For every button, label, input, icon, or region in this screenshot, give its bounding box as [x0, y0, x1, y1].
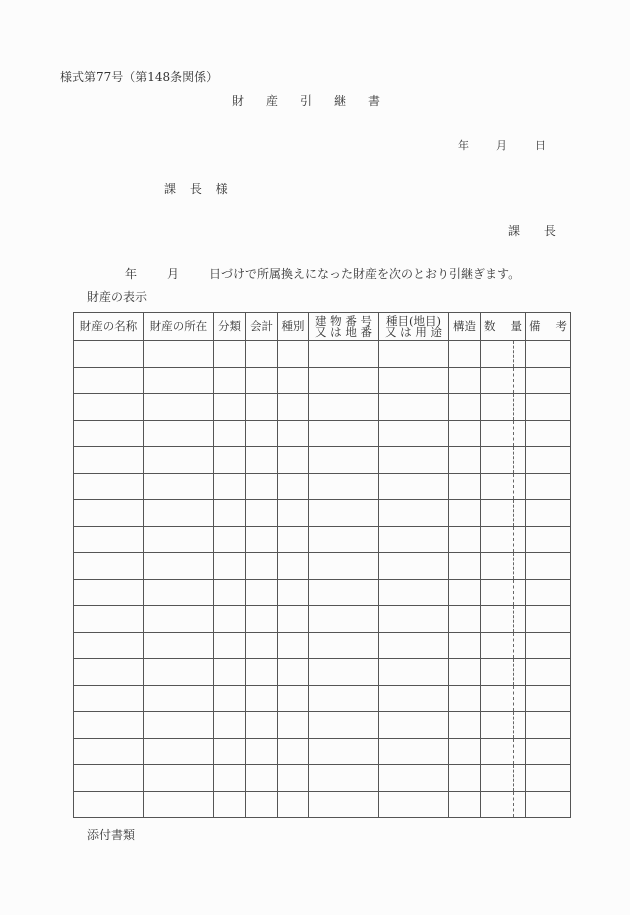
table-cell[interactable] — [214, 367, 246, 394]
col-header-classification: 分類 — [214, 313, 246, 341]
table-row — [74, 420, 571, 447]
table-cell[interactable] — [74, 500, 144, 527]
table-cell[interactable] — [278, 526, 309, 553]
date-day-label: 日 — [535, 139, 546, 152]
table-cell[interactable] — [309, 473, 379, 500]
table-cell[interactable] — [481, 712, 526, 739]
table-cell[interactable] — [246, 367, 278, 394]
date-month-label: 月 — [496, 139, 507, 152]
table-header-row — [74, 313, 571, 341]
table-cell[interactable] — [246, 500, 278, 527]
attachments-label: 添付書類 — [87, 828, 136, 842]
table-cell[interactable] — [526, 632, 571, 659]
table-cell[interactable] — [74, 685, 144, 712]
table-cell[interactable] — [449, 500, 481, 527]
table-cell[interactable] — [481, 367, 526, 394]
date-year-label: 年 — [458, 139, 469, 152]
table-cell[interactable] — [481, 553, 526, 580]
title-char: 引 — [300, 94, 313, 108]
table-cell[interactable] — [214, 712, 246, 739]
table-cell[interactable] — [74, 791, 144, 818]
table-cell[interactable] — [214, 738, 246, 765]
table-cell[interactable] — [278, 447, 309, 474]
table-cell[interactable] — [449, 791, 481, 818]
table-cell[interactable] — [74, 606, 144, 633]
table-row — [74, 659, 571, 686]
form-number: 様式第77号（第148条関係） — [60, 70, 219, 84]
table-cell[interactable] — [74, 473, 144, 500]
table-cell[interactable] — [309, 553, 379, 580]
table-cell[interactable] — [526, 420, 571, 447]
table-cell[interactable] — [214, 632, 246, 659]
table-cell[interactable] — [144, 553, 214, 580]
table-cell[interactable] — [278, 500, 309, 527]
table-cell[interactable] — [309, 659, 379, 686]
table-cell[interactable] — [526, 606, 571, 633]
table-cell[interactable] — [278, 632, 309, 659]
table-cell[interactable] — [74, 526, 144, 553]
table-cell[interactable] — [309, 791, 379, 818]
table-cell[interactable] — [309, 394, 379, 421]
table-cell[interactable] — [379, 420, 449, 447]
table-cell[interactable] — [526, 473, 571, 500]
table-cell[interactable] — [278, 712, 309, 739]
table-cell[interactable] — [526, 367, 571, 394]
table-cell[interactable] — [214, 553, 246, 580]
title-char: 継 — [334, 94, 347, 108]
table-cell[interactable] — [144, 765, 214, 792]
table-cell[interactable] — [74, 712, 144, 739]
table-cell[interactable] — [526, 579, 571, 606]
addressee: 課 長 様 — [164, 182, 233, 196]
table-cell[interactable] — [278, 420, 309, 447]
table-cell[interactable] — [449, 579, 481, 606]
table-cell[interactable] — [214, 473, 246, 500]
table-cell[interactable] — [481, 685, 526, 712]
statement-text: 日づけで所属換えになった財産を次のとおり引継ぎます。 — [209, 267, 521, 281]
col-header-category-use: 種目(地目) 又 は 用 途 — [379, 313, 449, 341]
table-cell[interactable] — [449, 367, 481, 394]
table-cell[interactable] — [246, 712, 278, 739]
table-cell[interactable] — [246, 473, 278, 500]
table-cell[interactable] — [526, 394, 571, 421]
col-header-quantity: 数 量 — [481, 313, 526, 341]
table-cell[interactable] — [246, 765, 278, 792]
table-cell[interactable] — [526, 791, 571, 818]
table-cell[interactable] — [481, 765, 526, 792]
table-row — [74, 765, 571, 792]
table-row — [74, 447, 571, 474]
table-cell[interactable] — [481, 447, 526, 474]
table-cell[interactable] — [481, 473, 526, 500]
table-cell[interactable] — [246, 447, 278, 474]
table-cell[interactable] — [74, 579, 144, 606]
table-cell[interactable] — [74, 394, 144, 421]
table-cell[interactable] — [246, 632, 278, 659]
table-cell[interactable] — [379, 659, 449, 686]
col-header-structure: 構造 — [449, 313, 481, 341]
table-cell[interactable] — [144, 632, 214, 659]
table-cell[interactable] — [526, 447, 571, 474]
table-cell[interactable] — [74, 765, 144, 792]
table-cell[interactable] — [214, 765, 246, 792]
table-row — [74, 712, 571, 739]
title-char: 産 — [266, 94, 279, 108]
title-char: 財 — [232, 94, 245, 108]
table-row — [74, 579, 571, 606]
table-cell[interactable] — [144, 606, 214, 633]
table-cell[interactable] — [144, 659, 214, 686]
table-cell[interactable] — [449, 712, 481, 739]
table-row — [74, 553, 571, 580]
table-cell[interactable] — [278, 579, 309, 606]
table-cell[interactable] — [246, 659, 278, 686]
table-cell[interactable] — [449, 447, 481, 474]
table-cell[interactable] — [379, 632, 449, 659]
table-cell[interactable] — [481, 606, 526, 633]
table-cell[interactable] — [481, 632, 526, 659]
table-cell[interactable] — [449, 632, 481, 659]
table-cell[interactable] — [481, 738, 526, 765]
table-row — [74, 341, 571, 368]
table-cell[interactable] — [144, 367, 214, 394]
table-cell[interactable] — [379, 606, 449, 633]
table-cell[interactable] — [74, 553, 144, 580]
table-cell[interactable] — [246, 553, 278, 580]
table-row — [74, 606, 571, 633]
table-cell[interactable] — [379, 579, 449, 606]
table-cell[interactable] — [309, 526, 379, 553]
table-cell[interactable] — [449, 553, 481, 580]
table-cell[interactable] — [144, 473, 214, 500]
table-cell[interactable] — [309, 606, 379, 633]
table-cell[interactable] — [526, 500, 571, 527]
table-cell[interactable] — [74, 341, 144, 368]
transfer-statement — [125, 265, 520, 282]
table-cell[interactable] — [449, 420, 481, 447]
table-cell[interactable] — [379, 526, 449, 553]
table-cell[interactable] — [144, 712, 214, 739]
table-cell[interactable] — [246, 579, 278, 606]
table-row — [74, 685, 571, 712]
table-row — [74, 394, 571, 421]
table-cell[interactable] — [481, 341, 526, 368]
table-cell[interactable] — [526, 341, 571, 368]
table-cell[interactable] — [379, 473, 449, 500]
table-cell[interactable] — [246, 791, 278, 818]
table-row — [74, 526, 571, 553]
table-cell[interactable] — [278, 473, 309, 500]
table-cell[interactable] — [526, 738, 571, 765]
table-cell[interactable] — [379, 500, 449, 527]
table-cell[interactable] — [449, 659, 481, 686]
table-cell[interactable] — [144, 394, 214, 421]
table-row — [74, 500, 571, 527]
table-cell[interactable] — [74, 420, 144, 447]
table-cell[interactable] — [278, 367, 309, 394]
table-cell[interactable] — [379, 685, 449, 712]
table-cell[interactable] — [214, 606, 246, 633]
table-cell[interactable] — [278, 791, 309, 818]
table-cell[interactable] — [481, 791, 526, 818]
table-cell[interactable] — [278, 659, 309, 686]
table-cell[interactable] — [449, 606, 481, 633]
table-cell[interactable] — [449, 526, 481, 553]
table-cell[interactable] — [526, 553, 571, 580]
sender: 課 長 — [508, 224, 566, 238]
col-header-account: 会計 — [246, 313, 278, 341]
table-cell[interactable] — [309, 420, 379, 447]
section-label: 財産の表示 — [87, 290, 148, 304]
table-cell[interactable] — [246, 420, 278, 447]
table-cell[interactable] — [309, 632, 379, 659]
table-cell[interactable] — [481, 420, 526, 447]
table-cell[interactable] — [481, 579, 526, 606]
table-cell[interactable] — [214, 659, 246, 686]
col-header-name: 財産の名称 — [74, 313, 144, 341]
table-cell[interactable] — [379, 341, 449, 368]
table-cell[interactable] — [214, 394, 246, 421]
table-cell[interactable] — [526, 659, 571, 686]
table-cell[interactable] — [526, 526, 571, 553]
title-char: 書 — [368, 94, 381, 108]
table-cell[interactable] — [526, 685, 571, 712]
table-cell[interactable] — [481, 526, 526, 553]
statement-year: 年 — [125, 267, 138, 281]
table-cell[interactable] — [246, 685, 278, 712]
table-cell[interactable] — [481, 500, 526, 527]
table-cell[interactable] — [309, 579, 379, 606]
table-cell[interactable] — [214, 526, 246, 553]
table-row — [74, 473, 571, 500]
table-cell[interactable] — [379, 712, 449, 739]
table-cell[interactable] — [309, 765, 379, 792]
table-cell[interactable] — [144, 685, 214, 712]
table-cell[interactable] — [214, 420, 246, 447]
property-table — [73, 312, 571, 818]
table-cell[interactable] — [246, 526, 278, 553]
table-cell[interactable] — [246, 341, 278, 368]
statement-month: 月 — [167, 267, 180, 281]
table-cell[interactable] — [526, 765, 571, 792]
table-cell[interactable] — [379, 367, 449, 394]
table-cell[interactable] — [214, 447, 246, 474]
table-row — [74, 791, 571, 818]
table-cell[interactable] — [278, 394, 309, 421]
table-cell[interactable] — [309, 712, 379, 739]
document-title — [232, 92, 402, 109]
table-cell[interactable] — [449, 685, 481, 712]
table-cell[interactable] — [379, 447, 449, 474]
col-header-remarks: 備 考 — [526, 313, 571, 341]
table-cell[interactable] — [214, 341, 246, 368]
table-cell[interactable] — [214, 685, 246, 712]
table-cell[interactable] — [144, 526, 214, 553]
table-cell[interactable] — [278, 765, 309, 792]
table-cell[interactable] — [526, 712, 571, 739]
table-cell[interactable] — [449, 765, 481, 792]
table-cell[interactable] — [278, 738, 309, 765]
table-cell[interactable] — [246, 394, 278, 421]
table-cell[interactable] — [74, 738, 144, 765]
table-cell[interactable] — [449, 341, 481, 368]
table-cell[interactable] — [246, 738, 278, 765]
table-row — [74, 632, 571, 659]
table-cell[interactable] — [481, 659, 526, 686]
table-cell[interactable] — [144, 341, 214, 368]
table-cell[interactable] — [309, 738, 379, 765]
table-cell[interactable] — [144, 738, 214, 765]
table-cell[interactable] — [309, 447, 379, 474]
table-cell[interactable] — [144, 791, 214, 818]
table-cell[interactable] — [309, 685, 379, 712]
table-cell[interactable] — [214, 791, 246, 818]
table-row — [74, 367, 571, 394]
table-row — [74, 738, 571, 765]
table-cell[interactable] — [449, 394, 481, 421]
table-cell[interactable] — [278, 341, 309, 368]
table-cell[interactable] — [214, 500, 246, 527]
table-cell[interactable] — [144, 420, 214, 447]
table-cell[interactable] — [214, 579, 246, 606]
table-cell[interactable] — [278, 553, 309, 580]
table-cell[interactable] — [74, 659, 144, 686]
table-cell[interactable] — [246, 606, 278, 633]
table-cell[interactable] — [278, 685, 309, 712]
table-cell[interactable] — [278, 606, 309, 633]
table-cell[interactable] — [309, 367, 379, 394]
table-cell[interactable] — [379, 553, 449, 580]
table-cell[interactable] — [144, 579, 214, 606]
table-cell[interactable] — [449, 473, 481, 500]
table-cell[interactable] — [144, 500, 214, 527]
table-cell[interactable] — [379, 738, 449, 765]
col-header-location: 財産の所在 — [144, 313, 214, 341]
col-header-type: 種別 — [278, 313, 309, 341]
table-cell[interactable] — [74, 367, 144, 394]
table-cell[interactable] — [74, 632, 144, 659]
table-cell[interactable] — [481, 394, 526, 421]
table-cell[interactable] — [144, 447, 214, 474]
table-cell[interactable] — [74, 447, 144, 474]
table-cell[interactable] — [379, 791, 449, 818]
table-cell[interactable] — [309, 341, 379, 368]
col-header-building-lot-number: 建 物 番 号 又 は 地 番 — [309, 313, 379, 341]
table-cell[interactable] — [449, 738, 481, 765]
table-cell[interactable] — [379, 394, 449, 421]
table-cell[interactable] — [309, 500, 379, 527]
table-cell[interactable] — [379, 765, 449, 792]
